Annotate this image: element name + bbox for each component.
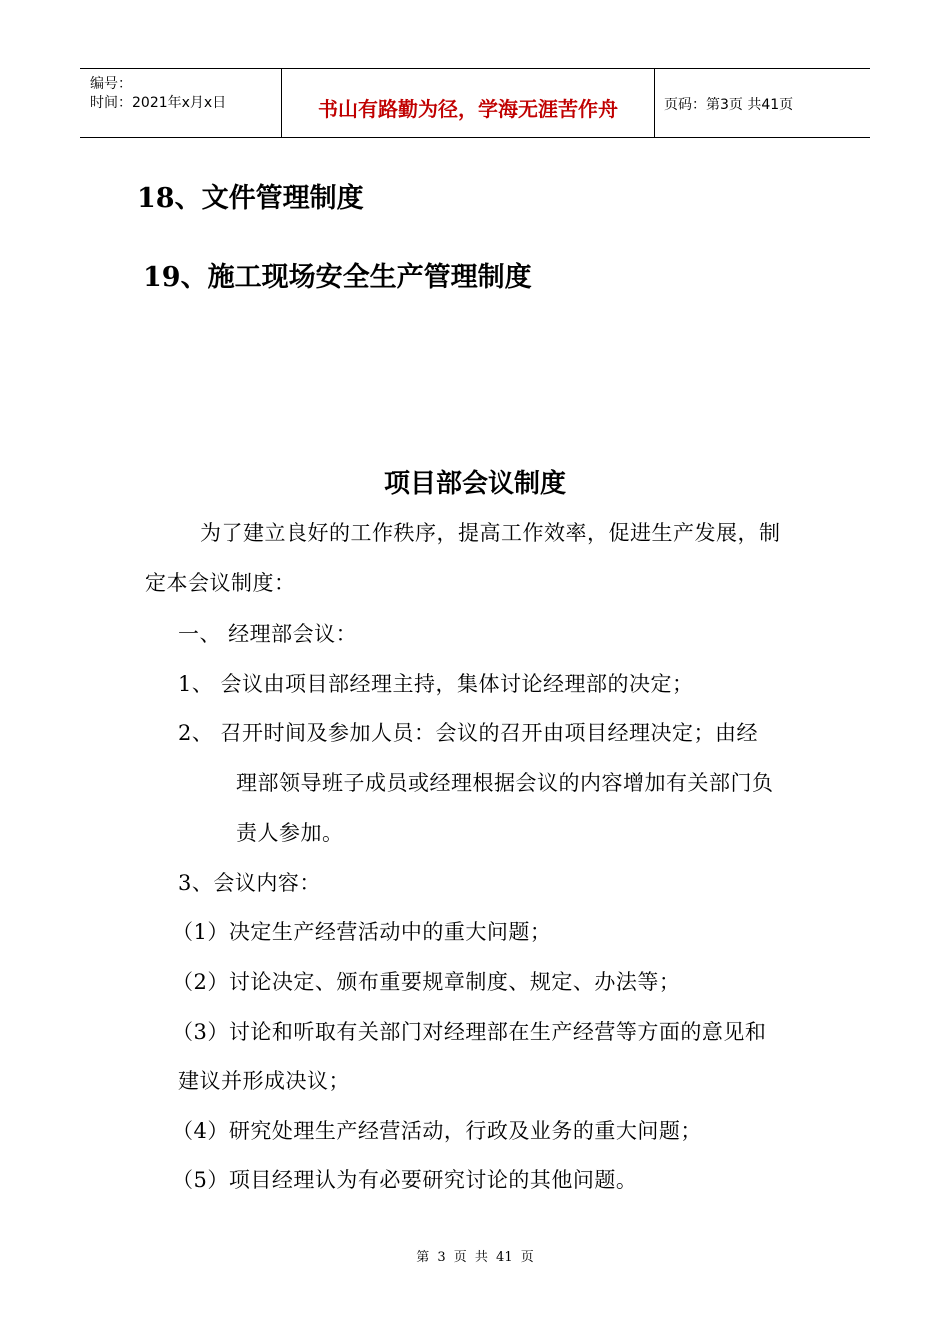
section-heading-19: 19、施工现场安全生产管理制度 xyxy=(143,262,532,293)
list-item-2-line-2: 理部领导班子成员或经理根据会议的内容增加有关部门负 xyxy=(236,771,774,795)
page-header xyxy=(80,68,870,138)
intro-line-1: 为了建立良好的工作秩序，提高工作效率，促进生产发展，制 xyxy=(200,521,781,545)
list-item-3: 3、会议内容： xyxy=(178,871,321,895)
page-footer-number: 第 3 页 共 41 页 xyxy=(416,1250,534,1265)
list-item-1: 1、 会议由项目部经理主持，集体讨论经理部的决定； xyxy=(178,672,694,696)
document-title: 项目部会议制度 xyxy=(383,469,566,499)
header-motto-cell xyxy=(281,69,655,137)
header-page-cell xyxy=(654,69,870,137)
header-page-number: 页码：第3页 共41页 xyxy=(664,97,794,113)
part-heading-1: 一、 经理部会议： xyxy=(178,622,358,646)
content-item-2: （2）讨论决定、颁布重要规章制度、规定、办法等； xyxy=(172,970,681,994)
intro-line-2: 定本会议制度： xyxy=(145,571,296,595)
section-heading-18: 18、文件管理制度 xyxy=(137,183,364,214)
content-item-4: （4）研究处理生产经营活动，行政及业务的重大问题； xyxy=(172,1119,702,1143)
list-item-2-line-1: 2、 召开时间及参加人员：会议的召开由项目经理决定；由经 xyxy=(178,721,759,745)
content-item-3-line-2: 建议并形成决议； xyxy=(178,1069,350,1093)
list-item-2-line-3: 责人参加。 xyxy=(236,821,344,845)
document-number-label: 编号： xyxy=(90,76,132,92)
content-item-3-line-1: （3）讨论和听取有关部门对经理部在生产经营等方面的意见和 xyxy=(172,1020,767,1044)
content-item-1: （1）决定生产经营活动中的重大问题； xyxy=(172,920,552,944)
document-date-label: 时间：2021年x月x日 xyxy=(90,95,227,111)
content-item-5: （5）项目经理认为有必要研究讨论的其他问题。 xyxy=(172,1168,638,1192)
header-info-cell xyxy=(80,69,280,137)
header-motto: 书山有路勤为径，学海无涯苦作舟 xyxy=(318,97,618,121)
